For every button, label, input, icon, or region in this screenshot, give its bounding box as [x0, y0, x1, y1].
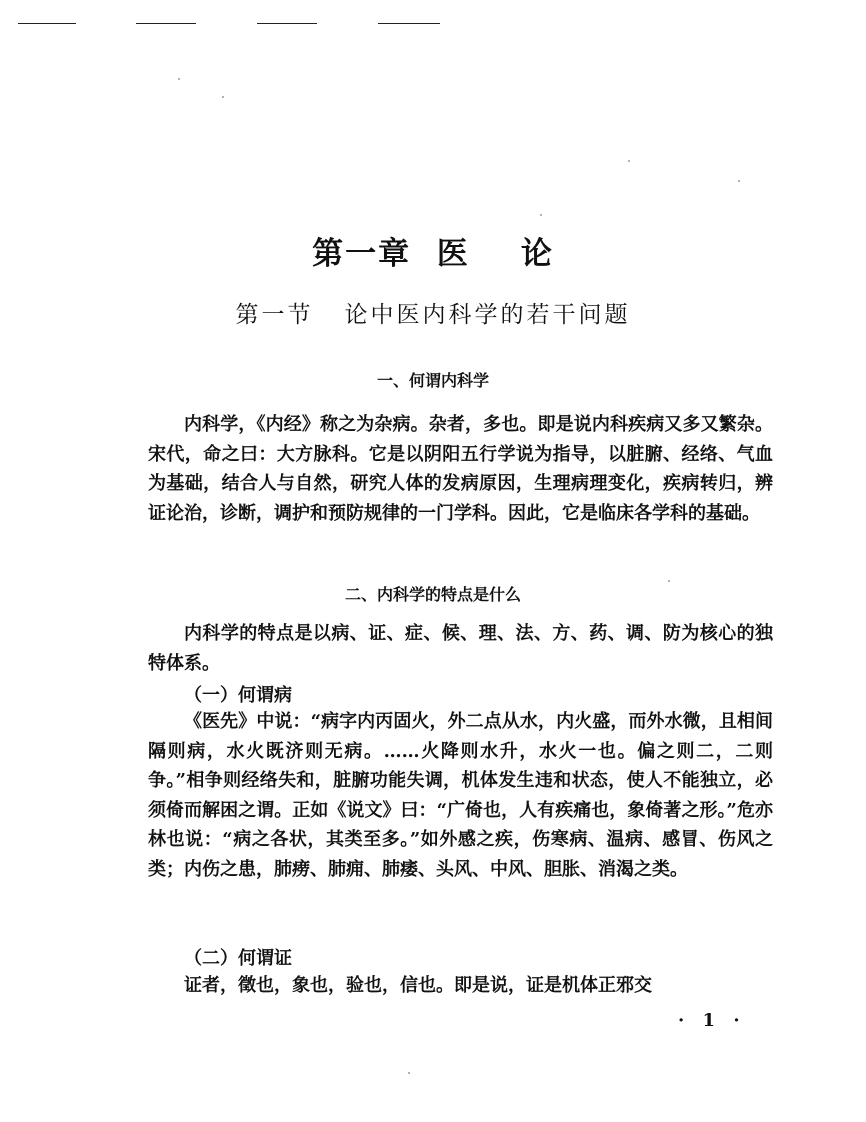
part2-heading: 二、内科学的特点是什么	[344, 585, 521, 604]
part1-heading: 一、何谓内科学	[376, 371, 489, 390]
chapter-title: 第一章 医 论	[312, 236, 554, 272]
section-title: 第一节 论中医内科学的若干问题	[235, 302, 631, 328]
scan-speck	[628, 160, 630, 162]
top-rule-2	[136, 23, 196, 24]
scan-speck	[222, 96, 224, 98]
scan-speck	[738, 180, 740, 182]
sub1-heading: （一）何谓病	[184, 685, 292, 706]
scan-speck	[178, 78, 180, 80]
part1-paragraph: 内科学，《内经》称之为杂病。杂者，多也。即是说内科疾病又多又繁杂。宋代，命之曰：大方脉科。它是以阴阳五行学说为指导，以脏腑、经络、气血为基础，结合人与自然，研究人体的发病原因，生理病理变化，疾病转归，辨证论治，诊断，调护和预防规律的一门学科。因此，它是临床各学科的基础。	[148, 414, 773, 524]
part2-paragraph: 内科学的特点是以病、证、症、候、理、法、方、药、调、防为核心的独特体系。	[148, 623, 773, 674]
scan-speck	[408, 1072, 410, 1074]
top-rule-1	[18, 23, 76, 24]
top-rule-4	[378, 23, 440, 24]
sub1-paragraph: 《医先》中说：“病字内丙固火，外二点从水，内火盛，而外水微，且相间隔则病，水火既济则无病。……火降则水升，水火一也。偏之则二，二则争。”相争则经络失和，脏腑功能失调，机体发生违和状态，使人不能独立，必须倚而解困之谓。正如《说文》曰：“广倚也，人有疾痛也，象倚著之形。”危亦林也说：“病之各状，其类至多。”如外感之疾，伤寒病、温病、感冒、伤风之类；内伤之患，肺痨、肺痈、肺痿、头风、中风、胆胀、消渴之类。	[148, 711, 773, 880]
sub2-paragraph: 证者，徵也，象也，验也，信也。即是说，证是机体正邪交	[184, 975, 652, 996]
page-number: · 1 ·	[678, 1010, 746, 1031]
scan-speck	[540, 214, 542, 216]
top-rule-3	[257, 23, 317, 24]
sub2-heading: （二）何谓证	[184, 948, 292, 969]
